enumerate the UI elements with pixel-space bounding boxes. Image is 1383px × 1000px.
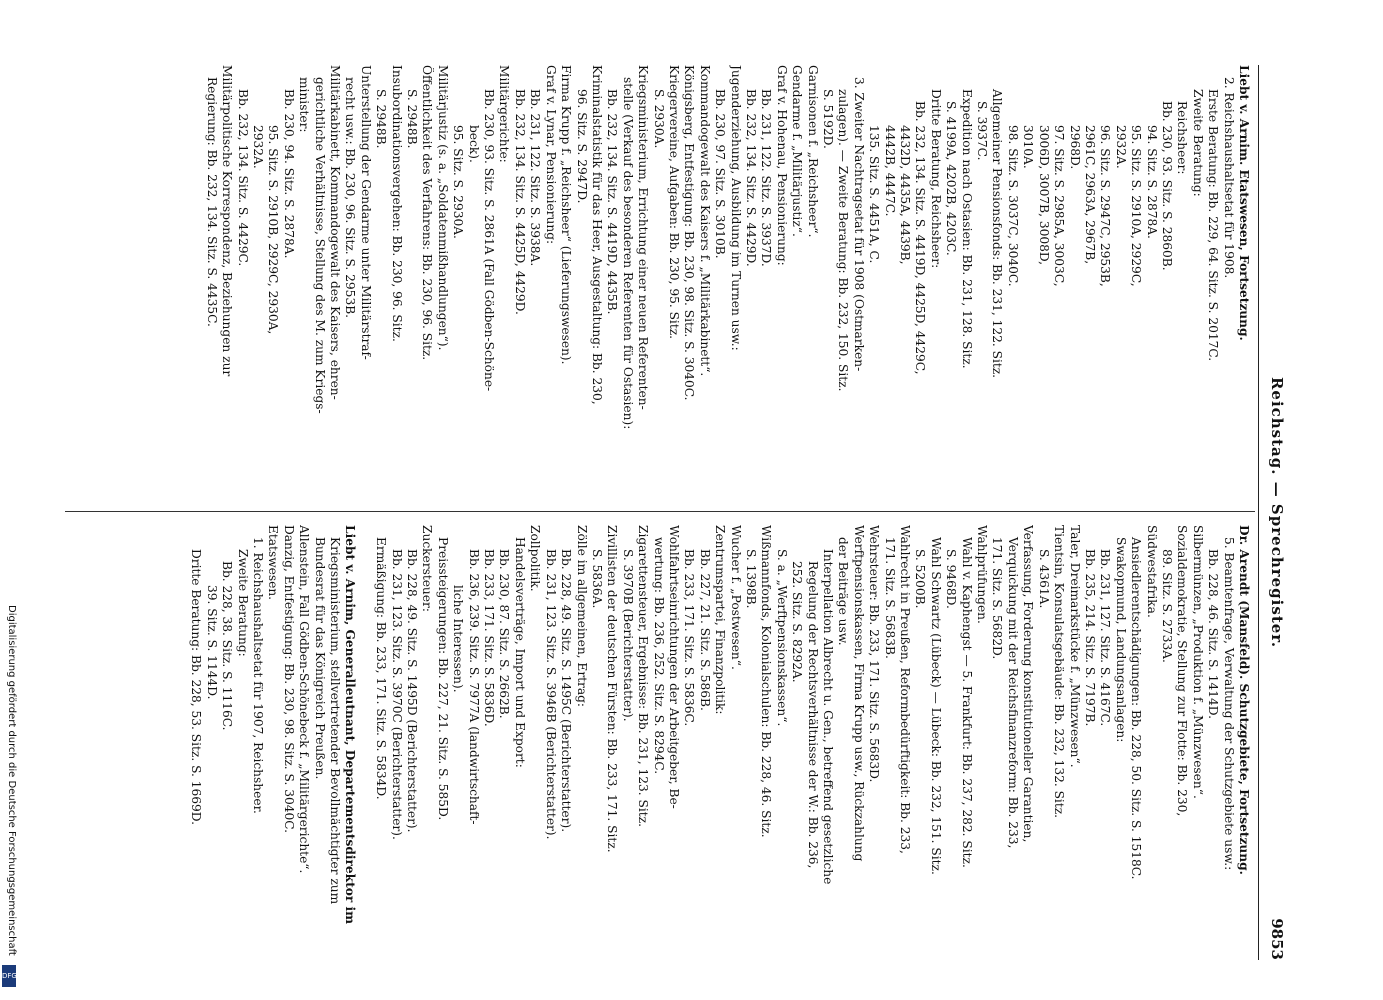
index-entry-line: Bb. 232, 134. Sitz. S. 4429D. [744,89,758,267]
index-entry-line: S. 1398B. [744,549,758,609]
index-entry-line: Öffentlichkeit des Verfahrens: Bb. 230, 96. Sitz. [420,65,435,361]
index-entry-line: Kommandogewalt des Kaisers f. „Militärkabinett“. [697,65,712,377]
index-entry-line: Bb. 230, 97. Sitz. S. 3010B. [713,89,728,259]
index-entry-line: Zigarettensteuer, Ergebnisse: Bb. 231, 123. Sitz. [636,525,651,827]
index-entry-line: 3. Zweiter Nachtragsetat für 1908 (Ostmarken- [851,77,866,372]
index-entry-line: Kriegervereine, Aufgaben: Bb. 230, 95. Sitz. [666,65,681,340]
index-entry-line: der Beiträge usw. [836,537,851,646]
index-entry-line: S. a. „Werftpensionskassen“. [774,549,789,727]
index-entry-line: Ermäßigung: Bb. 233, 171. Sitz. S. 5834D. [374,537,389,800]
index-entry-line: 39. Sitz. S. 1144D. [204,585,219,700]
index-entry-line: 4442B, 4447C. [882,125,897,217]
index-entry-line: Bb. 232, 134. Sitz. S. 4419D, 4425D, 4429C, [913,101,928,375]
index-entry-line: Sozialdemokratie, Stellung zur Flotte: Bb. 230, [1175,525,1190,817]
index-entry-line: Zweite Beratung: [1190,89,1205,197]
digitization-note-text: Digitalisierung gefördert durch die Deutsche Forschungsgemeinschaft [6,605,17,956]
index-entry-line: Kriegsministerium, Errichtung einer neuen Referenten- [636,65,651,410]
index-entry-line: 252. Sitz. S. 8292A. [790,561,805,683]
index-entry-line: Wahl v. Kaphengst — 5. Frankfurt: Bb. 237, 282. Sitz. [959,537,974,868]
index-entry-line: Dr. Arendt (Mansfeld). Schutzgebiete, Fortsetzung. [1237,525,1251,875]
index-entry-line: 5. Beamtenfrage, Verwaltung der Schutzgebiete usw.: [1221,537,1236,871]
index-entry-line: Regierung: Bb. 232, 134. Sitz. S. 4435C. [204,77,219,327]
index-entry-line: Zivillisten der deutschen Fürsten: Bb. 233, 171. Sitz. [605,525,620,853]
index-entry-line: Werftpensionskassen, Firma Krupp usw., Rückzahlung [851,525,866,862]
index-entry-line: Garnisonen f. „Reichsheer“. [805,65,820,238]
index-entry-line: 2932A. [1113,125,1128,169]
index-entry-line: Expedition nach Ostasien: Bb. 231, 128. Sitz. [959,89,974,369]
index-entry-line: Bb. 232, 134. Sitz. S. 4429C. [235,89,250,267]
index-entry-line: S. 3937C. [975,101,990,161]
index-entry-line: Bb. 230, 87. Sitz. S. 2662B. [497,549,512,719]
index-entry-line: Reichsheer: [1175,101,1190,175]
index-entry-line: Erste Beratung: Bb. 229, 64. Sitz. S. 2017C. [1206,89,1221,362]
index-entry-line: Zölle im allgemeinen, Ertrag: [574,525,589,708]
dfg-logo: DFG [2,965,16,987]
index-entry-line: Allenstein, Fall Gödben-Schönebeck f. „Militärgerichte“. [297,525,312,874]
index-entry-line: Bb. 228, 38. Sitz. S. 1116C. [220,561,235,731]
index-entry-line: S. 2930A. [651,89,666,149]
index-entry-line: 2. Reichshaushaltsetat für 1908. [1221,77,1236,279]
index-entry-line: 2968D. [1067,125,1082,170]
index-entry-line: Militärjustiz (s. a. „Soldatenmißhandlungen“). [435,65,450,351]
index-entry-line: Bb. 227, 21. Sitz. S. 586B. [697,549,712,711]
index-entry-line: liche Interessen). [451,585,466,693]
index-entry-line: S. 2948B. [405,89,420,149]
index-entry-line: S. 9468D. [944,549,959,609]
index-entry-line: Kriminalstatistik für das Heer, Ausgestaltung: Bb. 230, [589,65,604,405]
index-entry-line: Wohlfahrtseinrichtungen der Arbeitgeber, Be- [666,525,681,809]
index-entry-line: Bb. 228, 49. Sitz. S. 1495C (Berichterstatter). [559,549,574,833]
index-entry-line: S. 4199A, 4202B, 4203C. [944,101,959,256]
index-entry-line: 3006D, 3007B, 3008D, [1036,125,1051,266]
index-entry-line: Allgemeiner Pensionsfonds: Bb. 231, 122. Sitz. [990,89,1005,379]
index-entry-line: beck). [466,125,481,163]
index-entry-line: 171. Sitz. S. 5683B. [882,537,897,659]
index-entry-line: Bb. 232, 134. Sitz. S. 4419D, 4435B. [605,89,620,315]
index-entry-line: Bb. 228, 49. Sitz. S. 1495D (Berichterstatter). [405,549,420,833]
rotated-page [55,65,1295,960]
index-entry-line: S. 3970B (Berichterstatter). [620,549,635,722]
index-entry-line: Bb. 231, 122. Sitz. S. 3938A. [528,89,543,267]
index-entry-line: 89. Sitz. S. 2733A. [1159,549,1174,663]
index-entry-line: S. 5200B. [913,549,928,609]
index-entry-line: minister: [297,77,312,133]
index-entry-line: Bb. 231, 127. Sitz. S. 4167C. [1098,549,1113,727]
index-entry-line: 1. Reichshaushaltsetat für 1907, Reichsheer. [251,537,265,814]
digitization-note [3,605,19,990]
index-entry-line: recht usw.: Bb. 230, 96. Sitz. S. 2953B. [343,77,358,319]
index-entry-line: Zollpolitik. [528,525,543,592]
running-title: Reichstag. — Sprechregister. [1268,376,1286,649]
index-entry-line: Swakopmund, Landungsanlagen: [1113,537,1128,743]
index-entry-line: Bb. 236, 239. Sitz. S. 7977A (landwirtschaft- [466,549,481,825]
page-number: 9853 [1268,918,1286,960]
index-entry-line: Verfassung, Forderung konstitutioneller Garantien, [1021,525,1036,843]
index-entry-line: Ansiedlerentschädigungen: Bb. 228, 50. Sitz. S. 1518C. [1129,537,1144,880]
index-entry-line: Interpellation Albrecht u. Gen., betreffend gesetzliche [821,549,836,885]
index-entry-line: S. 2948B. [374,89,389,149]
index-entry-line: Bb. 232, 134. Sitz. S. 4425D, 4429D. [512,89,527,315]
index-entry-line: wertung: Bb. 236, 252. Sitz. S. 8294C. [651,537,666,775]
index-entry-line: 95. Sitz. S. 2930A. [451,125,466,239]
page-header [1258,65,1295,960]
index-entry-line: Königsberg, Entfestigung: Bb. 230, 98. Sitz. S. 3040C. [682,65,697,401]
index-entry-line: Dritte Beratung: Bb. 228, 53. Sitz. S. 1669D. [189,549,204,825]
index-entry-line: zulagen). — Zweite Beratung: Bb. 232, 150. Sitz. [836,89,851,392]
index-entry-line: Bb. 235, 214. Sitz. S. 7197B. [1082,549,1097,727]
scanned-page [55,65,1295,960]
index-entry-line: Jugenderziehung, Ausbildung im Turnen usw.: [728,65,743,351]
index-entry-line: Militärgerichte: [497,65,512,163]
index-entry-line: Graf v. Hohenau, Pensionierung: [774,65,789,266]
index-entry-line: 171. Sitz. S. 5682D. [990,537,1005,660]
index-entry-line: Wißmannfonds, Kolonialschulen: Bb. 228, 46. Sitz. [759,525,774,838]
index-entry-line: Graf v. Lynar, Pensionierung: [543,65,558,245]
index-entry-line: Handelsverträge, Import und Export: [512,537,527,768]
index-entry-line: Zweite Beratung: [235,549,250,657]
index-entry-line: 96. Sitz. S. 2947D. [574,89,589,204]
index-entry-line: Regelung der Rechtsverhältnisse der W.: Bb. 236, [805,561,820,869]
index-entry-line: gerichtliche Verhältnisse, Stellung des M. zum Kriegs- [312,77,327,414]
index-entry-line: Bb. 230, 93. Sitz. S. 2860B. [1159,101,1174,271]
index-entry-line: 95. Sitz. S. 2910B, 2929C, 2930A, [266,125,281,335]
index-entry-line: 2961C, 2963A, 2967B, [1082,125,1097,265]
index-entry-line: Bb. 233, 171. Sitz. S. 5836C. [682,549,697,727]
index-entry-line: 2932A. [251,125,265,169]
index-entry-line: 97. Sitz. S. 2985A, 3003C, [1052,125,1067,287]
index-entry-line: S. 5836A. [589,549,604,609]
index-entry-line: Preissteigerungen: Bb. 227, 21. Sitz. S. 585D. [435,537,450,821]
index-entry-line: 4432D, 4435A, 4439B, [898,125,913,265]
index-entry-line: Wahl Schwartz (Lübeck) — Lübeck: Bb. 232, 151. Sitz. [928,537,943,875]
right-column [188,525,1251,960]
index-entry-line: Danzig, Entfestigung: Bb. 230, 98. Sitz. S. 3040C. [281,525,296,833]
index-entry-line: Liebt v. Arnim. Etatswesen, Fortsetzung. [1237,65,1251,341]
index-entry-line: Tientsin, Konsulatsgebäude: Bb. 232, 132. Sitz. [1052,525,1067,819]
index-entry-line: Bb. 231, 123. Sitz. S. 3946B (Berichterstatter). [543,549,558,840]
index-entry-line: Wahlrecht in Preußen, Reformbedürftigkeit: Bb. 233, [898,525,913,854]
index-entry-line: stelle (Verkauf des besonderen Referenten für Ostasien): [620,77,635,430]
index-entry-line: Verquickung mit der Reichsfinanzreform: Bb. 233, [1005,537,1020,849]
column-divider [65,511,1255,512]
index-entry-line: 96. Sitz. S. 2947C, 2953B, [1098,125,1113,287]
index-entry-line: Firma Krupp f. „Reichsheer“ (Lieferungswesen). [559,65,574,365]
index-entry-line: Liebt v. Arnim, Generalleutnant, Departementsdirektor im [343,525,358,925]
index-entry-line: 135. Sitz. S. 4451A, C. [867,125,882,264]
index-entry-line: Insubordinationsvergehen: Bb. 230, 96. Sitz. [389,65,404,342]
index-entry-line: 3010A. [1021,125,1036,169]
index-entry-line: S. 4361A. [1036,549,1051,609]
index-entry-line: Bundesrat für das Königreich Preußen. [312,537,327,780]
index-entry-line: Militärkabinett, Kommandogewalt des Kaisers, ehren- [328,65,343,400]
index-entry-line: S. 5192D. [821,89,836,149]
index-entry-line: Etatswesen. [266,525,281,601]
index-entry-line: 94. Sitz. S. 2878A. [1144,125,1159,239]
index-entry-line: 95. Sitz. S. 2910A, 2929C, [1129,125,1144,287]
index-entry-line: 98. Sitz. S. 3037C, 3040C. [1005,125,1020,287]
index-entry-line: Zentrumspartei, Finanzpolitik: [713,525,728,715]
index-entry-line: Wucher f. „Postwesen“. [728,525,743,670]
index-entry-line: Militärpolitische Korrespondenz, Beziehungen zur [220,65,235,377]
index-entry-line: Gendarme f. „Militärjustiz“. [790,65,805,237]
index-entry-line: Silbermünzen, „Produktion f. „Münzwesen“. [1190,525,1205,799]
index-entry-line: Wahlprüfungen. [975,525,990,624]
index-entry-line: Unterstellung der Gendarme unter Militärstraf- [358,65,373,360]
index-entry-line: Bb. 228, 46. Sitz. S. 1414D. [1206,549,1221,719]
index-entry-line: Wehrsteuer: Bb. 233, 171. Sitz. S. 5683D. [867,525,882,783]
index-entry-line: Südwestafrika. [1144,525,1159,618]
index-entry-line: Bb. 230, 94. Sitz. S. 2878A. [281,89,296,259]
index-entry-line: Bb. 233, 171. Sitz. S. 5836D. [482,549,497,727]
index-entry-line: Zuckersteuer: [420,525,435,612]
index-entry-line: Bb. 231, 122. Sitz. S. 3937D. [759,89,774,267]
index-entry-line: Bb. 231, 123. Sitz. S. 3970C (Berichterstatter). [389,549,404,840]
left-column [203,65,1251,500]
index-entry-line: Dritte Beratung, Reichsheer: [928,89,943,269]
index-entry-line [357,525,372,960]
index-entry-line: Bb. 230, 93. Sitz. S. 2861A (Fall Gödben-Schöne- [482,89,497,392]
index-entry-line: Kriegsministerium, stellvertretender Bevollmächtigter zum [328,537,343,905]
index-entry-line: Taler, Dreimarkstücke f. „Münzwesen“. [1067,525,1082,768]
